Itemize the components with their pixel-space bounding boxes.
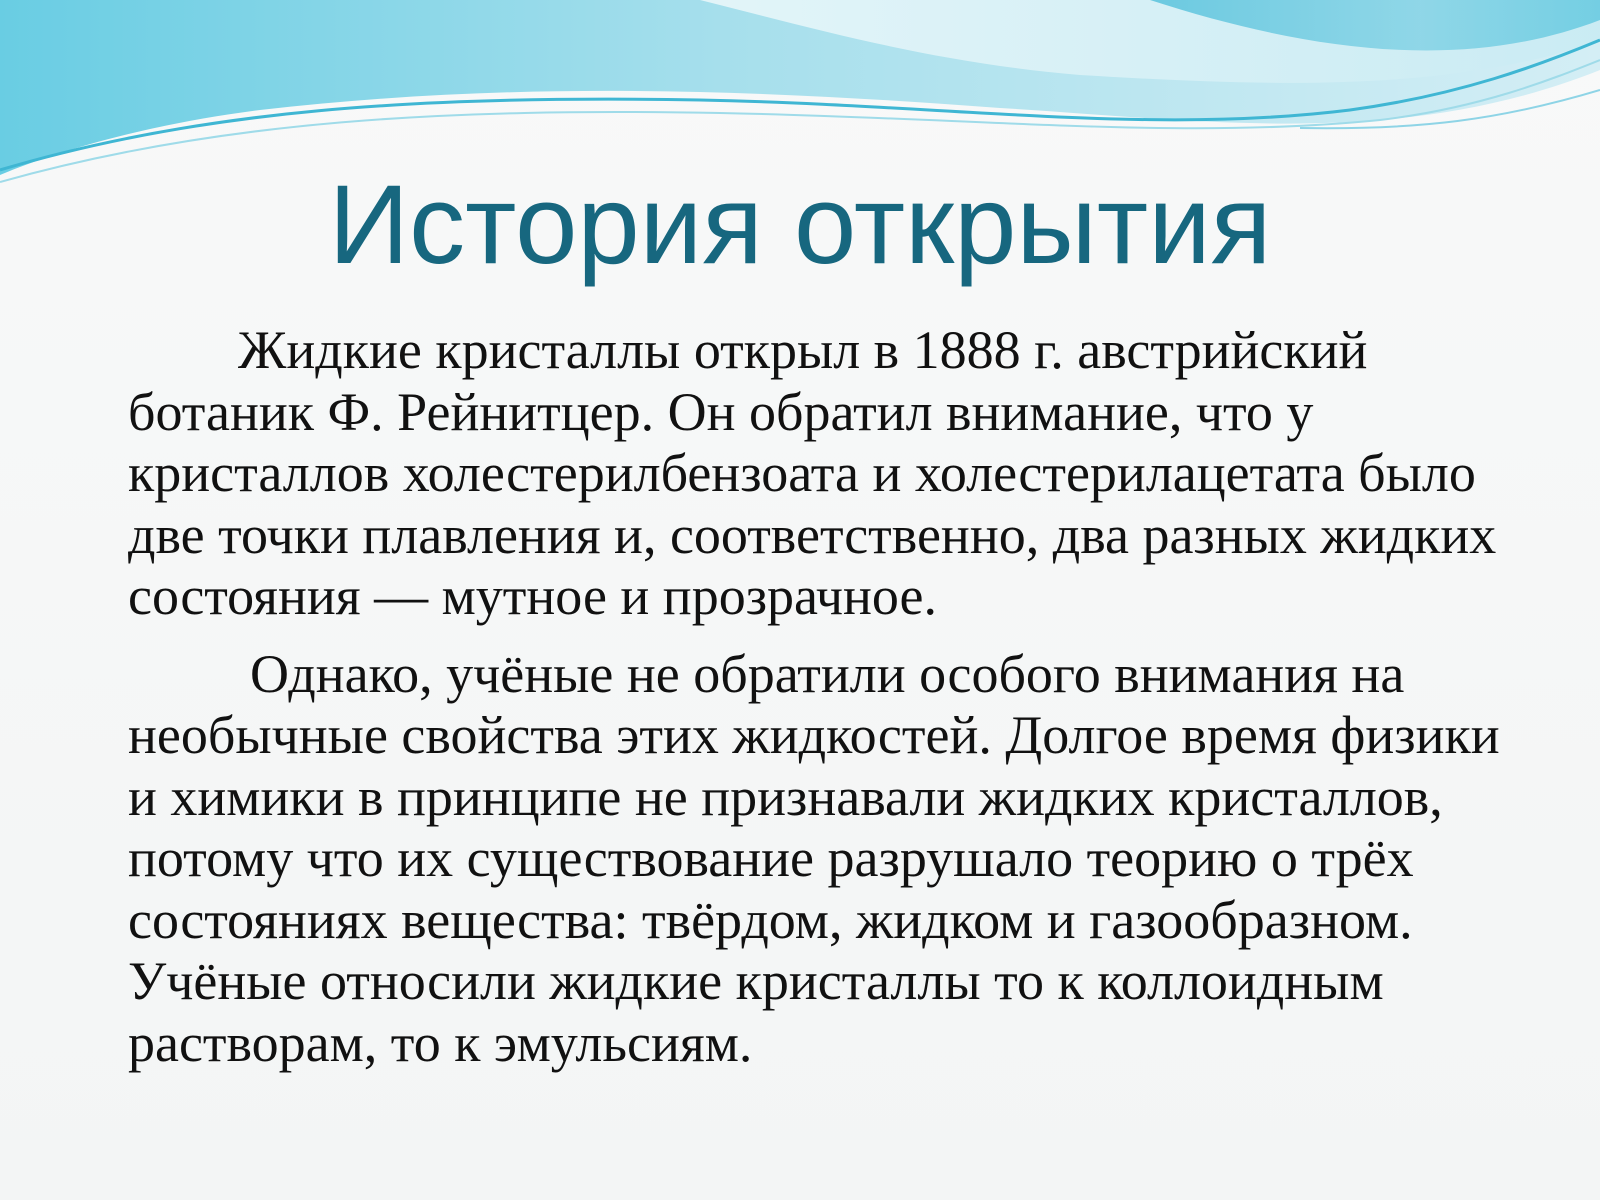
slide-body [128, 320, 1528, 1074]
paragraph-1: Жидкие кристаллы открыл в 1888 г. австрийский ботаник Ф. Рейнитцер. Он обратил внимание, что у кристаллов холестерилбензоата и холестерилацетата было две точки плавления и, соответственно, два разных жидких состояния — мутное и прозрачное. [128, 320, 1497, 626]
slide-title: История открытия [328, 162, 1272, 287]
paragraph-2: Однако, учёные не обратили особого внимания на необычные свойства этих жидкостей. Долгое время физики и химики в принципе не признавали жидких кристаллов, потому что их существование разрушало теорию о трёх состояниях вещества: твёрдом, жидком и газообразном. Учёные относили жидкие кристаллы то к коллоидным растворам, то к эмульсиям. [128, 643, 1500, 1073]
